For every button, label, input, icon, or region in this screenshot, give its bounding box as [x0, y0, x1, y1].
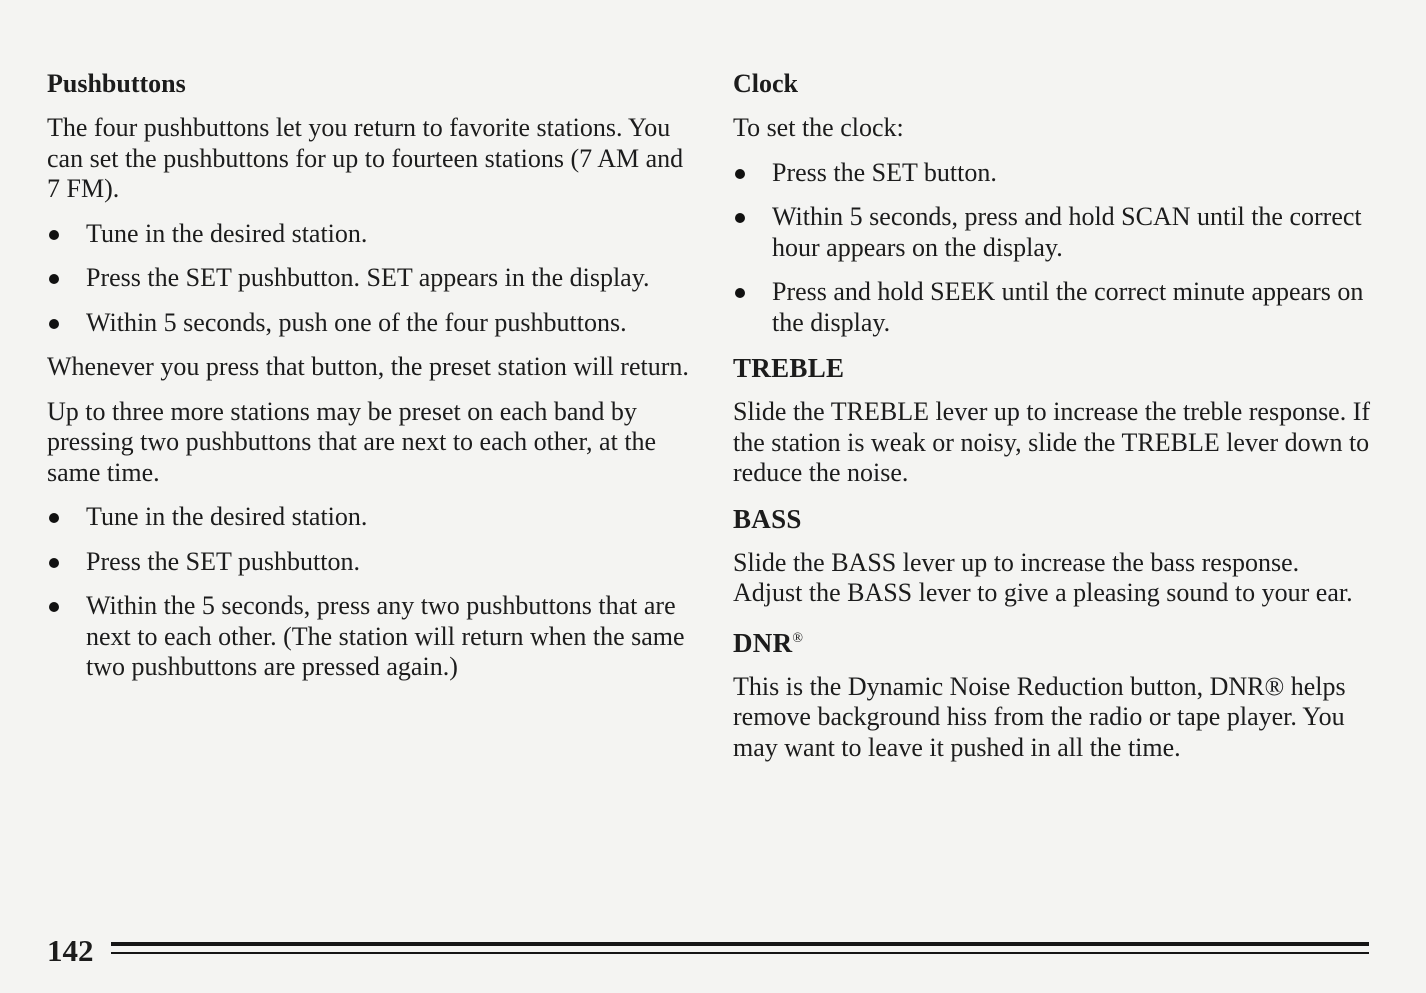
- list-item: [733, 277, 1373, 338]
- bullet-icon: [49, 513, 59, 523]
- pushbuttons-steps2-list: [47, 502, 697, 683]
- treble-heading: TREBLE: [733, 353, 845, 383]
- list-item: [733, 202, 1373, 263]
- page-footer: [47, 928, 1369, 968]
- bullet-icon: [49, 558, 59, 568]
- treble-text: Slide the TREBLE lever up to increase the treble response. If the station is weak or noisy, slide the TREBLE lever down to reduce the noise.: [733, 397, 1371, 487]
- pushbuttons-after-text: Whenever you press that button, the preset station will return.: [47, 352, 689, 381]
- clock-heading: Clock: [733, 69, 798, 98]
- list-item-text: Press the SET button.: [772, 157, 997, 187]
- registered-mark: ®: [792, 630, 804, 646]
- bullet-icon: [735, 288, 745, 298]
- dnr-heading: [733, 623, 1373, 659]
- list-item: [47, 219, 697, 250]
- dnr-text: This is the Dynamic Noise Reduction button, DNR® helps remove background hiss from the radio or tape player. You may want to leave it pushed in all the time.: [733, 671, 1346, 762]
- pushbuttons-heading: Pushbuttons: [47, 69, 186, 98]
- list-item-text: Press and hold SEEK until the correct minute appears on the display.: [772, 277, 1364, 337]
- bass-heading: BASS: [733, 503, 802, 534]
- list-item: [47, 263, 697, 294]
- list-item-text: Tune in the desired station.: [86, 218, 368, 248]
- bullet-icon: [49, 602, 59, 612]
- bullet-icon: [49, 274, 59, 284]
- list-item: [47, 502, 697, 533]
- list-item-text: Tune in the desired station.: [86, 502, 368, 531]
- page-number: 142: [47, 933, 94, 968]
- footer-rule-thick-line: [111, 942, 1369, 946]
- bullet-icon: [49, 319, 59, 329]
- pushbuttons-intro: The four pushbuttons let you return to favorite stations. You can set the pushbuttons for up to fourteen stations (7 AM and 7 FM).: [47, 113, 684, 203]
- bullet-icon: [735, 213, 745, 223]
- clock-steps-list: [733, 158, 1373, 339]
- list-item: [47, 547, 697, 578]
- footer-rule-thin-line: [111, 952, 1369, 954]
- list-item-text: Within 5 seconds, press and hold SCAN until the correct hour appears on the display.: [772, 202, 1362, 262]
- list-item-text: Press the SET pushbutton. SET appears in the display.: [86, 263, 650, 292]
- list-item: [47, 308, 697, 339]
- dnr-heading-text: DNR: [733, 627, 793, 658]
- bullet-icon: [49, 230, 59, 240]
- bullet-icon: [735, 169, 745, 179]
- clock-intro: To set the clock:: [733, 113, 904, 142]
- list-item-text: Within 5 seconds, push one of the four pushbuttons.: [86, 307, 627, 337]
- pushbuttons-steps-list: [47, 219, 697, 339]
- left-column: [47, 68, 697, 697]
- bass-text: Slide the BASS lever up to increase the bass response. Adjust the BASS lever to give a pleasing sound to your ear.: [733, 547, 1353, 607]
- footer-rule: [111, 942, 1369, 955]
- list-item: [733, 158, 1373, 189]
- list-item-text: Within the 5 seconds, press any two pushbuttons that are next to each other. (The station will return when the same two pushbuttons are pressed again.): [86, 591, 685, 681]
- right-column: [733, 68, 1373, 777]
- pushbuttons-more-text: Up to three more stations may be preset on each band by pressing two pushbuttons that are next to each other, at the same time.: [47, 396, 657, 487]
- list-item-text: Press the SET pushbutton.: [86, 546, 360, 576]
- list-item: [47, 591, 697, 683]
